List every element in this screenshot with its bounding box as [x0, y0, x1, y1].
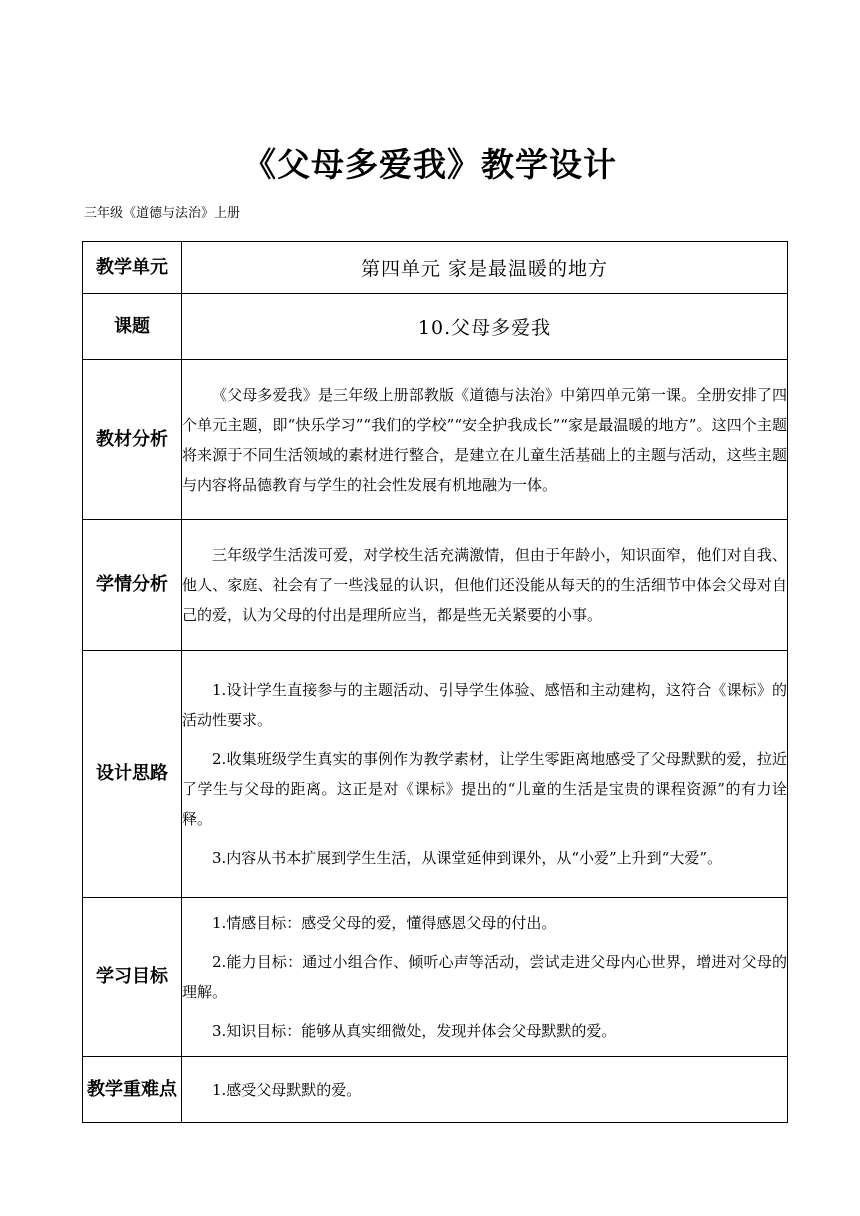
unit-label: 教学单元 — [83, 242, 182, 294]
learning-goal-ability: 2.能力目标：通过小组合作、倾听心声等活动，尝试走进父母内心世界，增进对父母的理解。 — [182, 953, 787, 1001]
unit-value: 第四单元 家是最温暖的地方 — [182, 242, 788, 294]
design-idea-paragraph-1: 1.设计学生直接参与的主题活动、引导学生体验、感悟和主动建构，这符合《课标》的活动性要求。 — [182, 681, 787, 729]
row-material-analysis — [83, 360, 788, 520]
lesson-plan-table — [82, 241, 788, 1123]
student-analysis-label: 学情分析 — [83, 520, 182, 651]
document-subtitle: 三年级《道德与法治》上册 — [84, 206, 241, 221]
topic-value: 10.父母多爱我 — [182, 294, 788, 360]
row-learning-goals — [83, 898, 788, 1057]
student-analysis-paragraph: 三年级学生活泼可爱，对学校生活充满激情，但由于年龄小，知识面窄，他们对自我、他人、家庭、社会有了一些浅显的认识，但他们还没能从每天的的生活细节中体会父母对自己的爱，认为父母的付出是理所应当，都是些无关紧要的小事。 — [182, 546, 787, 624]
material-analysis-label: 教材分析 — [83, 360, 182, 520]
student-analysis-content — [182, 520, 788, 651]
design-idea-label: 设计思路 — [83, 651, 182, 898]
design-idea-content — [182, 651, 788, 898]
row-design-idea — [83, 651, 788, 898]
material-analysis-paragraph: 《父母多爱我》是三年级上册部教版《道德与法治》中第四单元第一课。全册安排了四个单元主题，即“快乐学习”“我们的学校”“安全护我成长”“家是最温暖的地方”。这四个主题将来源于不同生活领域的素材进行整合，是建立在儿童生活基础上的主题与活动，这些主题与内容将品德教育与学生的社会性发展有机地融为一体。 — [182, 385, 787, 494]
document-title: 《父母多爱我》教学设计 — [243, 145, 617, 184]
design-idea-paragraph-2: 2.收集班级学生真实的事例作为教学素材，让学生零距离地感受了父母默默的爱，拉近了学生与父母的距离。这正是对《课标》提出的“儿童的生活是宝贵的课程资源”的有力诠释。 — [182, 750, 787, 828]
row-unit — [83, 242, 788, 294]
material-analysis-content — [182, 360, 788, 520]
learning-goals-content — [182, 898, 788, 1057]
row-topic — [83, 294, 788, 360]
key-points-content — [182, 1057, 788, 1123]
learning-goal-emotion: 1.情感目标：感受父母的爱，懂得感恩父母的付出。 — [212, 914, 557, 932]
learning-goals-label: 学习目标 — [83, 898, 182, 1057]
topic-label: 课题 — [83, 294, 182, 360]
key-points-label: 教学重难点 — [83, 1057, 182, 1123]
key-point-1: 1.感受父母默默的爱。 — [212, 1080, 362, 1099]
design-idea-paragraph-3: 3.内容从书本扩展到学生生活，从课堂延伸到课外，从“小爱”上升到“大爱”。 — [212, 849, 722, 867]
row-student-analysis — [83, 520, 788, 651]
row-key-points — [83, 1057, 788, 1123]
learning-goal-knowledge: 3.知识目标：能够从真实细微处，发现并体会父母默默的爱。 — [212, 1022, 617, 1040]
